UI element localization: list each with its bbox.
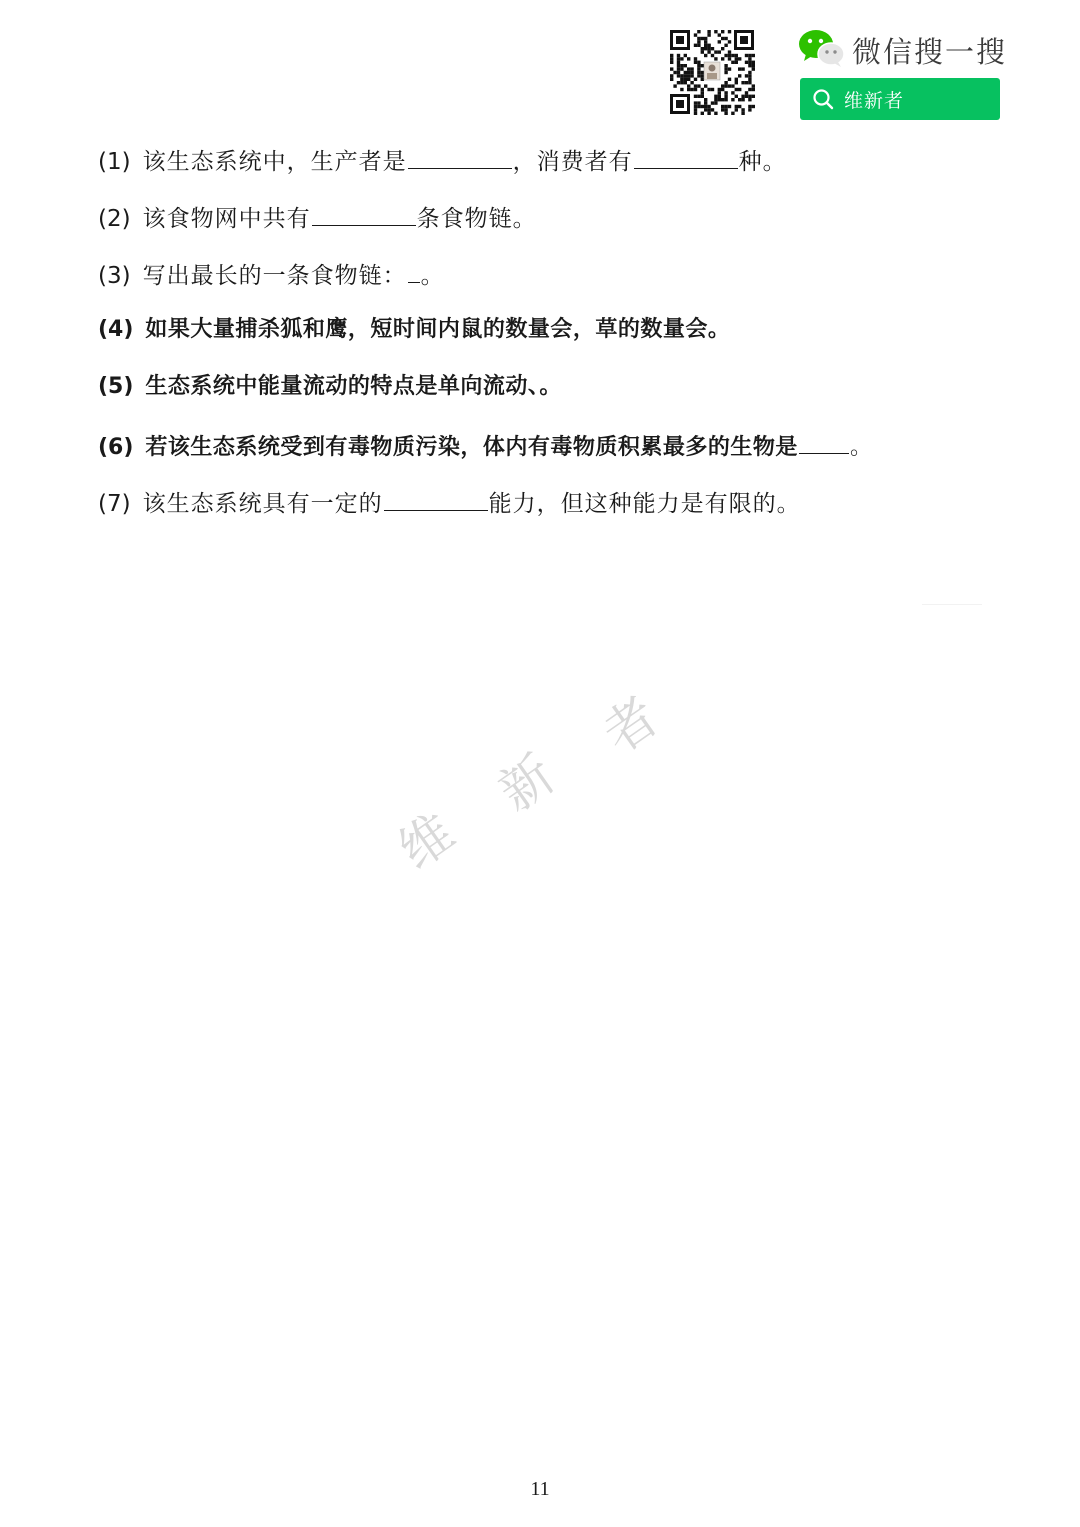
- divider: [922, 604, 982, 605]
- answer-blank[interactable]: [384, 480, 488, 511]
- question-text: 写出最长的一条食物链：: [142, 263, 407, 289]
- question-text: 条食物链。: [416, 206, 537, 232]
- watermark-char: 维: [388, 802, 466, 882]
- question-text: ，消费者有: [512, 149, 633, 175]
- question-number: (6): [98, 435, 134, 460]
- question-number: (5): [98, 374, 134, 399]
- question-text: 该生态系统具有一定的: [142, 491, 383, 517]
- qr-code-image: [668, 28, 756, 116]
- wechat-search-widget: [668, 28, 1008, 124]
- question-text: 。: [849, 435, 873, 460]
- search-button[interactable]: [800, 78, 1000, 120]
- question-text: 若该生态系统受到有毒物质污染，体内有毒物质积累最多的生物是: [145, 435, 798, 460]
- question-number: (2): [98, 206, 131, 232]
- question-list: [98, 138, 998, 537]
- search-button-label: 维新者: [844, 89, 905, 112]
- watermark-char: 者: [592, 686, 670, 766]
- question-2: [98, 195, 998, 252]
- wechat-search-title: 微信搜一搜: [852, 35, 1008, 69]
- question-text: 该生态系统中，生产者是: [142, 149, 407, 175]
- answer-blank[interactable]: [312, 195, 416, 226]
- question-7: [98, 480, 998, 537]
- question-text: 如果大量捕杀狐和鹰，短时间内鼠的数量会，草的数量会。: [145, 317, 731, 342]
- question-number: (7): [98, 491, 131, 517]
- answer-blank[interactable]: [408, 138, 512, 169]
- answer-blank[interactable]: [634, 138, 738, 169]
- question-3: [98, 252, 998, 309]
- question-text: 该食物网中共有: [142, 206, 311, 232]
- answer-blank[interactable]: [408, 252, 420, 283]
- search-icon: [812, 88, 834, 110]
- question-6: [98, 423, 998, 480]
- question-text: 生态系统中能量流动的特点是单向流动、。: [145, 374, 562, 399]
- watermark: [380, 686, 700, 900]
- answer-blank[interactable]: [799, 423, 849, 454]
- wechat-logo-icon: [798, 28, 846, 68]
- question-1: [98, 138, 998, 195]
- question-text: 种。: [738, 149, 787, 175]
- question-text: 。: [420, 263, 445, 289]
- question-number: (1): [98, 149, 131, 175]
- watermark-char: 新: [488, 744, 566, 824]
- question-4: [98, 309, 998, 366]
- question-number: (3): [98, 263, 131, 289]
- page-number: 11: [530, 1478, 550, 1500]
- question-text: 能力，但这种能力是有限的。: [488, 491, 801, 517]
- question-number: (4): [98, 317, 134, 342]
- question-5: [98, 366, 998, 423]
